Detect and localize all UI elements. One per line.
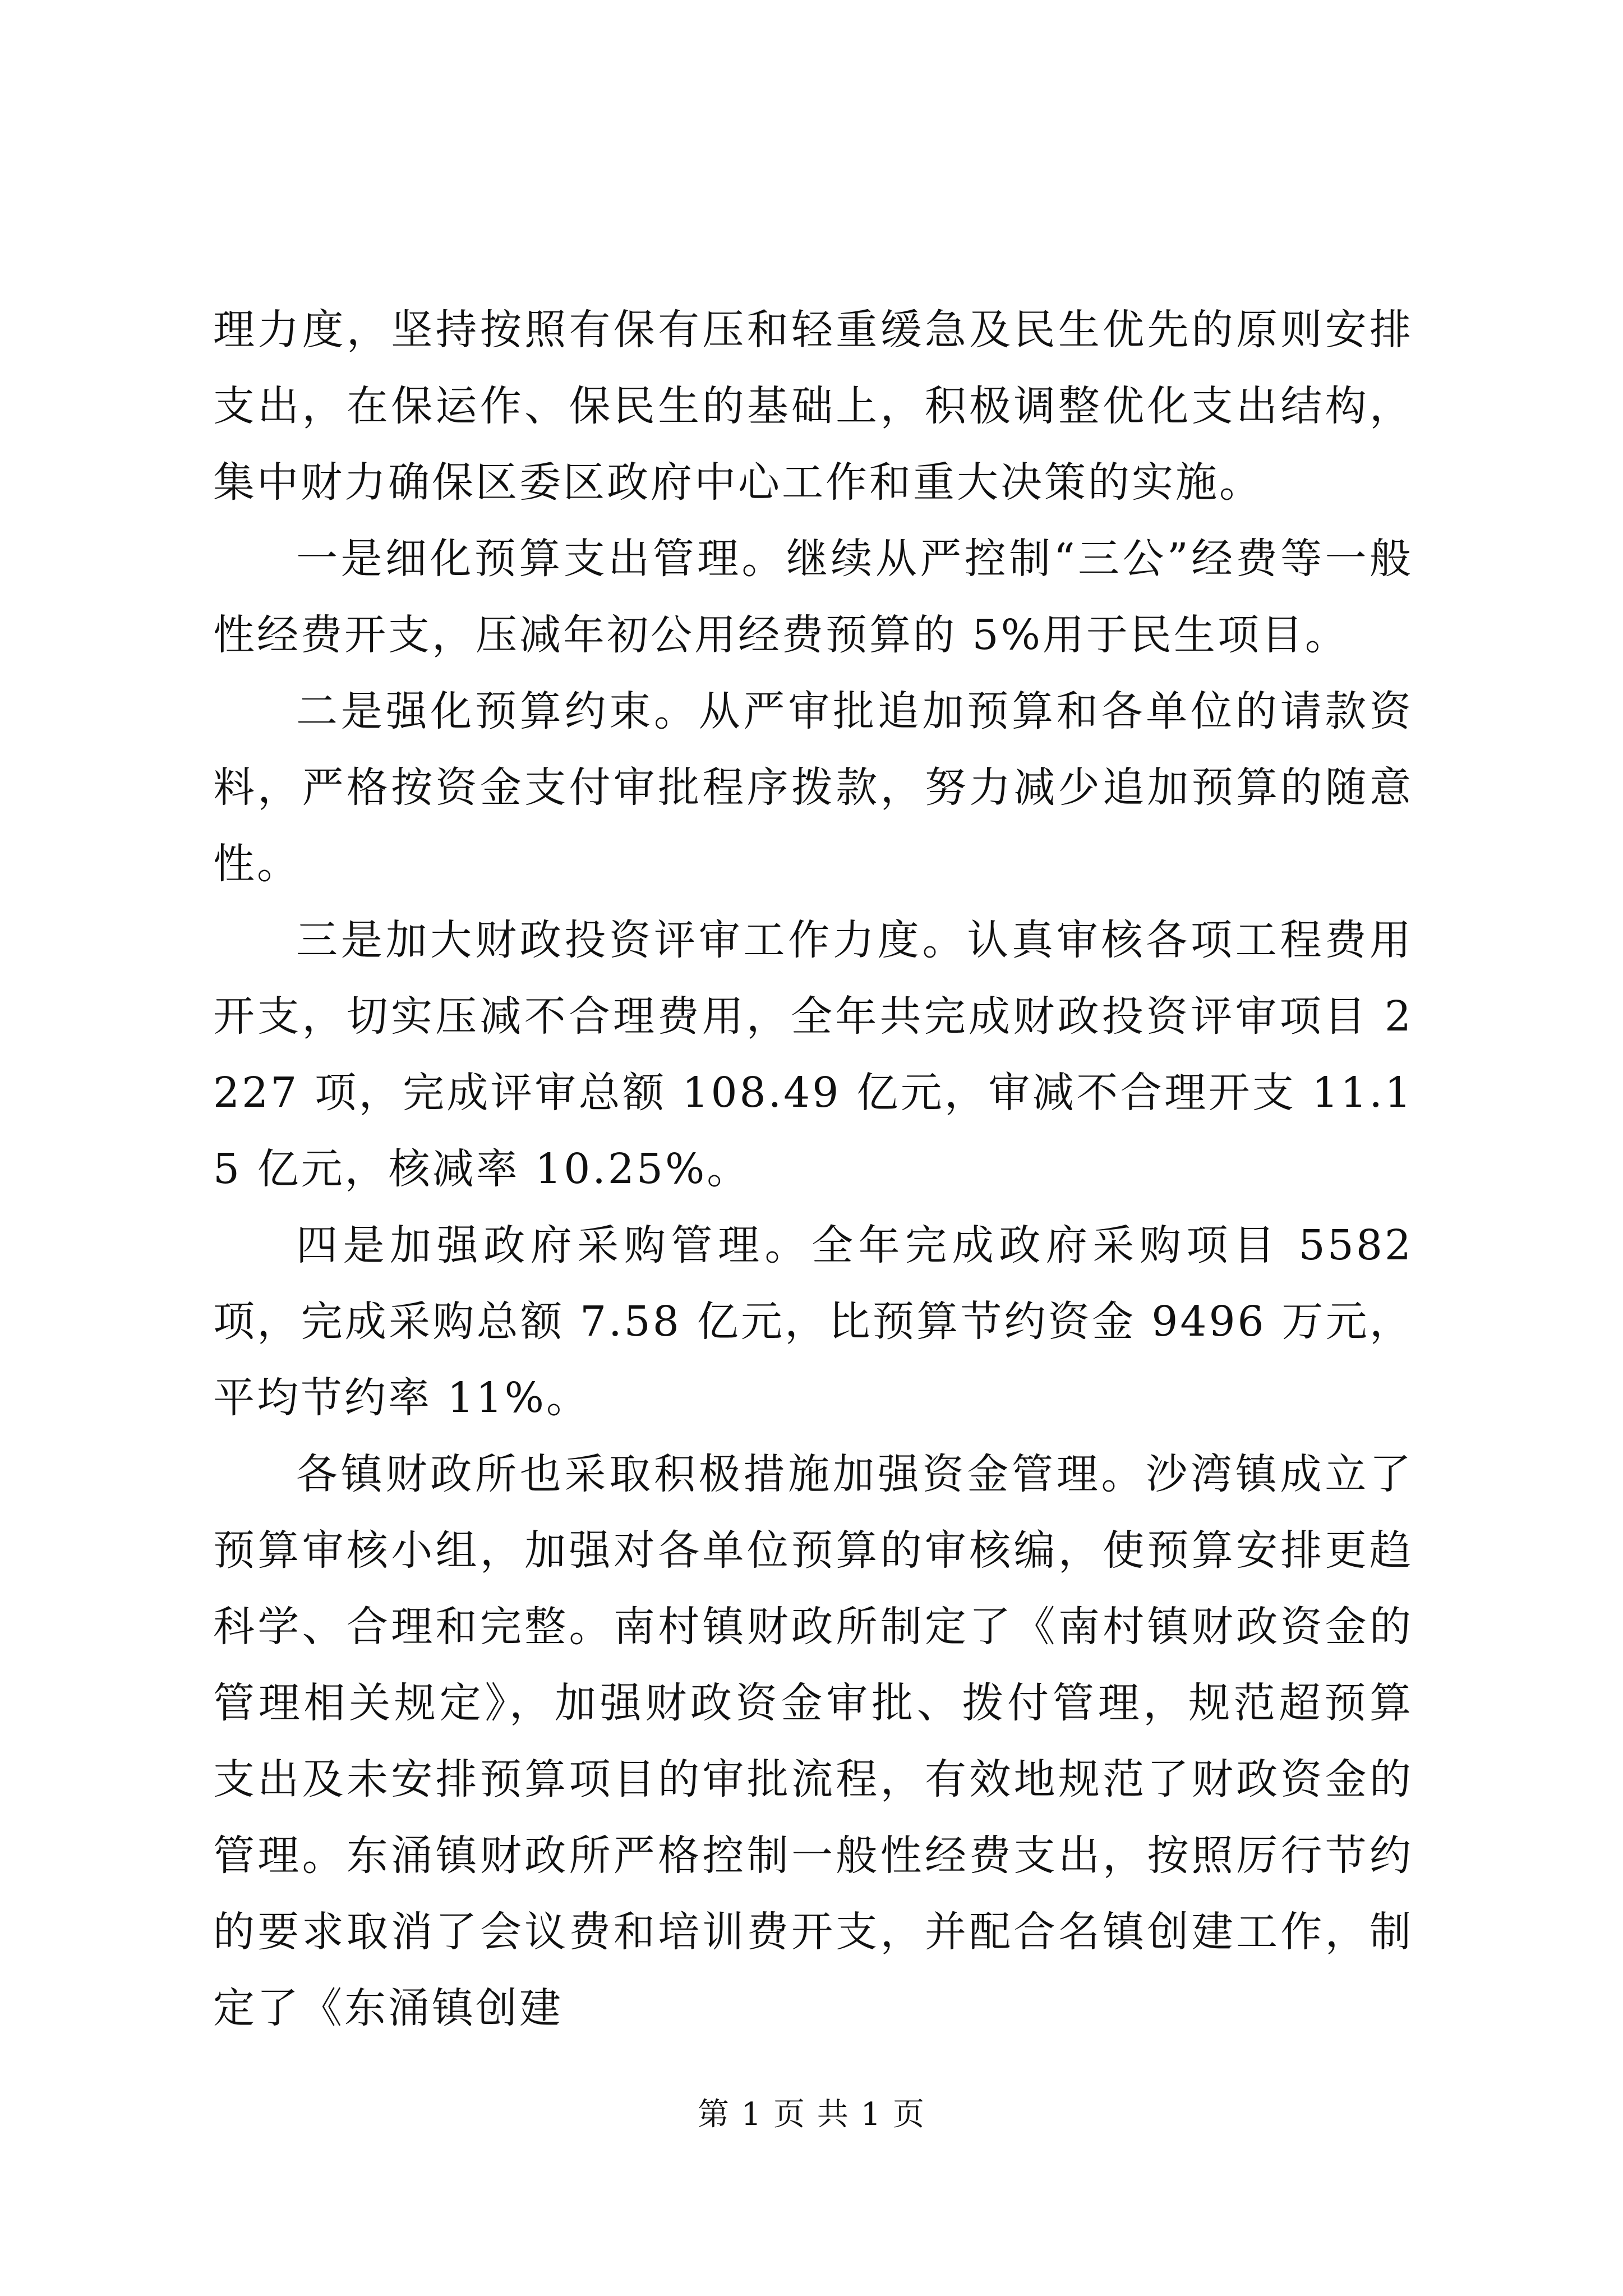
paragraph-item-four: 四是加强政府采购管理。全年完成政府采购项目 5582 项，完成采购总额 7.58 亿元，比预算节约资金 9496 万元，平均节约率 11%。 (213, 1221, 1413, 1422)
page-footer: 第 1 页 共 1 页 (697, 2096, 926, 2133)
paragraph-town-finance: 各镇财政所也采取积极措施加强资金管理。沙湾镇成立了预算审核小组，加强对各单位预算的审核编，使预算安排更趋科学、合理和完整。南村镇财政所制定了《南村镇财政资金的管理相关规定》，加强财政资金审批、拨付管理，规范超预算支出及未安排预算项目的审批流程，有效地规范了财政资金的管理。东涌镇财政所严格控制一般性经费支出，按照厉行节约的要求取消了会议费和培训费开支，并配合名镇创建工作，制定了《东涌镇创建 (213, 1450, 1413, 2032)
paragraph-budget-principles: 理力度，坚持按照有保有压和轻重缓急及民生优先的原则安排支出，在保运作、保民生的基础上，积极调整优化支出结构，集中财力确保区委区政府中心工作和重大决策的实施。 (213, 306, 1413, 507)
paragraph-item-one: 一是细化预算支出管理。继续从严控制“三公”经费等一般性经费开支，压减年初公用经费预算的 5%用于民生项目。 (213, 535, 1413, 659)
paragraph-item-two: 二是强化预算约束。从严审批追加预算和各单位的请款资料，严格按资金支付审批程序拨款，努力减少追加预算的随意性。 (213, 687, 1413, 888)
paragraph-item-three: 三是加大财政投资评审工作力度。认真审核各项工程费用开支，切实压减不合理费用，全年共完成财政投资评审项目 2227 项，完成评审总额 108.49 亿元，审减不合理开支 11.15 亿元，核减率 10.25%。 (213, 916, 1413, 1193)
document-body (213, 292, 1413, 2046)
